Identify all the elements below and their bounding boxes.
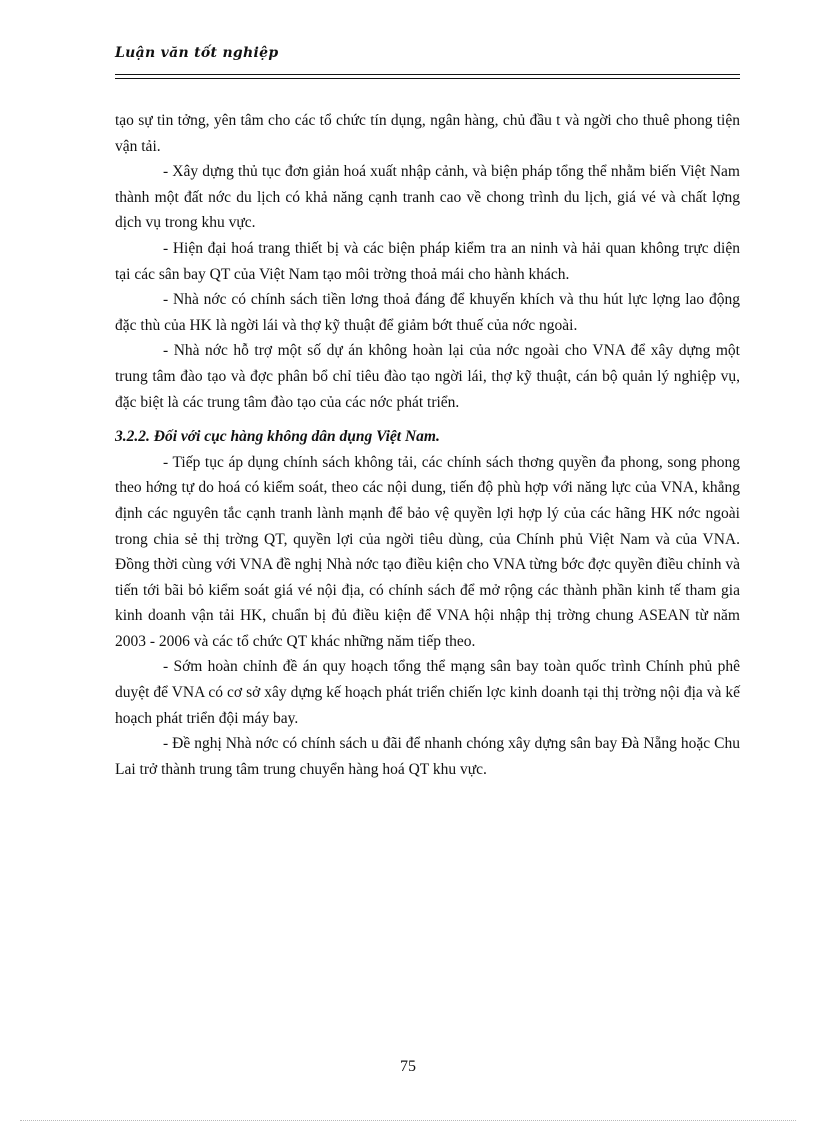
header-rule-top — [115, 74, 740, 75]
paragraph: - Xây dựng thủ tục đơn giản hoá xuất nhập cảnh, và biện pháp tổng thể nhằm biến Việt Nam thành một đất nớc du lịch có khả năng cạnh tranh cao về chong trình du lịch, giá vé và chất lợng dịch vụ trong khu vực. — [115, 163, 740, 232]
section-heading: 3.2.2. Đối với cục hàng không dân dụng Việt Nam. — [115, 428, 440, 446]
paragraph: - Nhà nớc có chính sách tiền lơng thoả đáng để khuyến khích và thu hút lực lợng lao động đặc thù của HK là ngời lái và thợ kỹ thuật để giảm bớt thuế của nớc ngoài. — [115, 291, 740, 334]
paragraph-continuation: tạo sự tin tởng, yên tâm cho các tổ chức tín dụng, ngân hàng, chủ đầu t và ngời cho thuê phong tiện vận tải. — [115, 112, 740, 155]
header-rule-bottom — [115, 78, 740, 79]
paragraph: - Hiện đại hoá trang thiết bị và các biện pháp kiểm tra an ninh và hải quan không trực diện tại các sân bay QT của Việt Nam tạo môi trờng thoả mái cho hành khách. — [115, 239, 740, 283]
document-body — [115, 108, 740, 782]
page-number: 75 — [400, 1058, 416, 1075]
paragraph: - Nhà nớc hỗ trợ một số dự án không hoàn lại của nớc ngoài cho VNA để xây dựng một trung tâm đào tạo và đợc phân bổ chỉ tiêu đào tạo ngời lái, thợ kỹ thuật, cán bộ quản lý nghiệp vụ, đặc biệt là các trung tâm đào tạo của các nớc phát triển. — [115, 342, 740, 411]
footer-divider — [20, 1120, 796, 1121]
page-header — [115, 45, 740, 61]
paragraph: - Sớm hoàn chỉnh đề án quy hoạch tổng thể mạng sân bay toàn quốc trình Chính phủ phê duyệt để VNA có cơ sở xây dựng kế hoạch phát triển chiến lợc kinh doanh tại thị trờng nội địa và kế hoạch phát triển đội máy bay. — [115, 658, 740, 727]
paragraph: - Tiếp tục áp dụng chính sách không tải, các chính sách thơng quyền đa phong, song phong theo hớng tự do hoá có kiểm soát, theo các nội dung, tiến độ phù hợp với năng lực của VNA, khẳng định các nguyên tắc cạnh tranh lành mạnh để bảo vệ quyền lợi hợp lý của các hãng HK nớc ngoài trong chia sẻ thị trờng QT, quyền lợi của ngời tiêu dùng, của Chính phủ Việt Nam và của VNA. Đồng thời cùng với VNA đề nghị Nhà nớc tạo điều kiện cho VNA từng bớc đợc quyền điều chỉnh và tiến tới bãi bỏ kiểm soát giá vé nội địa, có chính sách để mở rộng các thành phần kinh tế tham gia kinh doanh vận tải HK, chuẩn bị đủ điều kiện để VNA hội nhập thị trờng chung ASEAN từ năm 2003 - 2006 và các tổ chức QT khác những năm tiếp theo. — [115, 453, 740, 650]
paragraph: - Đề nghị Nhà nớc có chính sách u đãi để nhanh chóng xây dựng sân bay Đà Nẵng hoặc Chu Lai trở thành trung tâm trung chuyển hàng hoá QT khu vực. — [115, 735, 740, 778]
header-title: Luận văn tốt nghiệp — [115, 45, 279, 61]
